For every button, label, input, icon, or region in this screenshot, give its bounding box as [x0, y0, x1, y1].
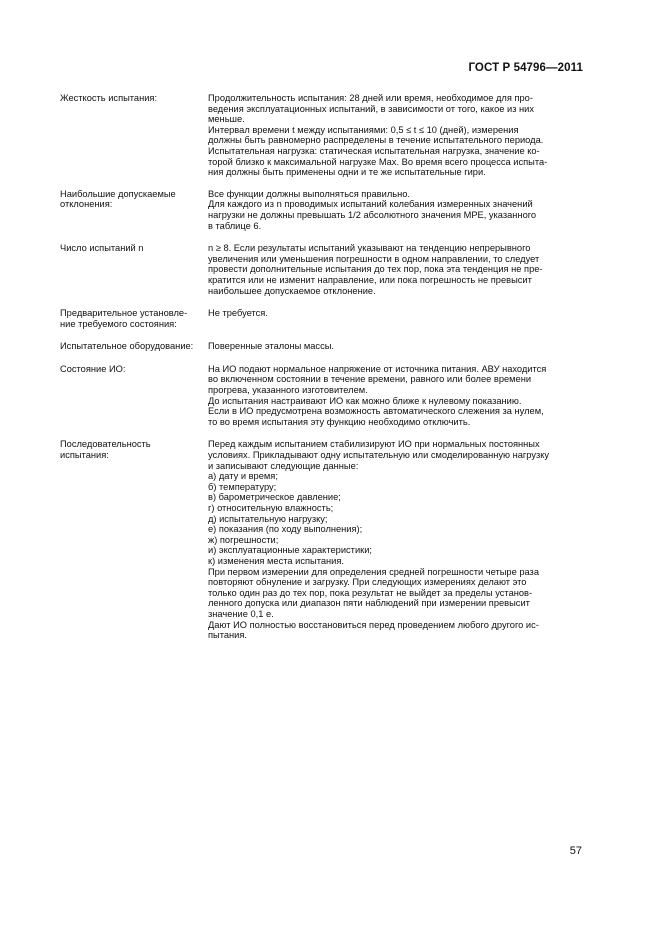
- spec-row-test-count: [60, 243, 580, 296]
- spec-label: Наибольшие допускаемые отклонения:: [60, 188, 176, 210]
- list-item: б) температуру;: [208, 481, 277, 492]
- list-item: а) дату и время;: [208, 471, 278, 482]
- list-item: ж) погрешности;: [208, 534, 279, 545]
- list-item: д) испытательную нагрузку;: [208, 513, 328, 524]
- spec-label: Состояние ИО:: [60, 363, 126, 374]
- spec-line: Все функции должны выполняться правильно.: [208, 188, 410, 199]
- list-item: к) изменения места испытания.: [208, 555, 344, 566]
- spec-line: Поверенные эталоны массы.: [208, 341, 334, 352]
- spec-line: Перед каждым испытанием стабилизируют ИО при нормальных постоянных условиях. Прикладывают одну испытательную или смоделированную нагрузку и записывают следующие данные:: [208, 439, 550, 471]
- spec-value: [208, 93, 578, 178]
- spec-value: [208, 364, 578, 428]
- page-number: 57: [569, 845, 582, 857]
- spec-value: [208, 308, 578, 319]
- spec-line: n ≥ 8. Если результаты испытаний указывают на тенденцию непрерывного увеличения или уменьшения погрешности в одном направлении, то следует провести дополнительные испытания до тех пор, пока эта тенденция не пре- кратится или не изменит направление, или пока погрешность не превысит наибольшее допускаемое отклонение.: [208, 243, 543, 296]
- spec-row-device-state: [60, 364, 580, 428]
- list-item: г) относительную влажность;: [208, 503, 334, 513]
- list-item: в) барометрическое давление;: [208, 492, 341, 503]
- spec-row-preconditioning: [60, 308, 580, 329]
- spec-line: Интервал времени t между испытаниями: 0,5 ≤ t ≤ 10 (дней), измерения должны быть равномерно распределены в течение испытательного периода.: [208, 124, 544, 146]
- spec-label: Предварительное установле- ние требуемого состояния:: [60, 308, 188, 329]
- list-item: и) эксплуатационные характеристики;: [208, 545, 372, 556]
- spec-line: Продолжительность испытания: 28 дней или время, необходимое для про- ведения эксплуатационных испытаний, в зависимости от того, какое из них меньше.: [208, 93, 535, 125]
- spec-row-max-deviation: [60, 189, 580, 231]
- spec-line: При первом измерении для определения средней погрешности четыре раза повторяют обнуление и загрузку. При следующих измерениях делают это только один раз до тех пор, пока результат не выйдет за пределы установ- ленного допуска или диапазон пяти наблюдений при измерении превысит значение 0,1 е.: [208, 566, 539, 619]
- spec-line: Для каждого из n проводимых испытаний колебания измеренных значений нагрузки не должны превышать 1/2 абсолютного значения МРЕ, указанного в таблице 6.: [208, 199, 537, 231]
- spec-line: Испытательная нагрузка: статическая испытательная нагрузка, значение ко- торой близко к максимальной нагрузке Max. Во время всего процесса испыта- ния должны быть применены одни и те же испытательные гири.: [208, 145, 548, 178]
- spec-line: До испытания настраивают ИО как можно ближе к нулевому показанию.: [208, 395, 522, 406]
- spec-label: Число испытаний n: [60, 243, 144, 254]
- spec-row-severity: [60, 93, 580, 178]
- spec-value: [208, 341, 578, 352]
- spec-row-test-sequence: [60, 439, 580, 640]
- spec-value: [208, 439, 578, 640]
- spec-line: Если в ИО предусмотрена возможность автоматического слежения за нулем, то во время испытания эту функцию необходимо отключить.: [208, 406, 544, 427]
- spec-row-equipment: [60, 341, 580, 352]
- spec-label: Последовательность испытания:: [60, 439, 151, 461]
- spec-line: Не требуется.: [208, 308, 268, 319]
- test-spec-table: [60, 93, 580, 653]
- document-id: ГОСТ Р 54796—2011: [468, 62, 583, 74]
- spec-line: На ИО подают нормальное напряжение от источника питания. АВУ находится во включенном состоянии в течение времени, равного или более времени прогрева, указанного изготовителем.: [208, 363, 547, 396]
- spec-value: [208, 189, 578, 231]
- spec-label: Испытательное оборудование:: [60, 341, 194, 352]
- spec-label: Жесткость испытания:: [60, 93, 158, 103]
- list-item: е) показания (по ходу выполнения);: [208, 524, 363, 535]
- spec-line: Дают ИО полностью восстановиться перед проведением любого другого ис- пытания.: [208, 619, 539, 641]
- spec-value: [208, 243, 578, 296]
